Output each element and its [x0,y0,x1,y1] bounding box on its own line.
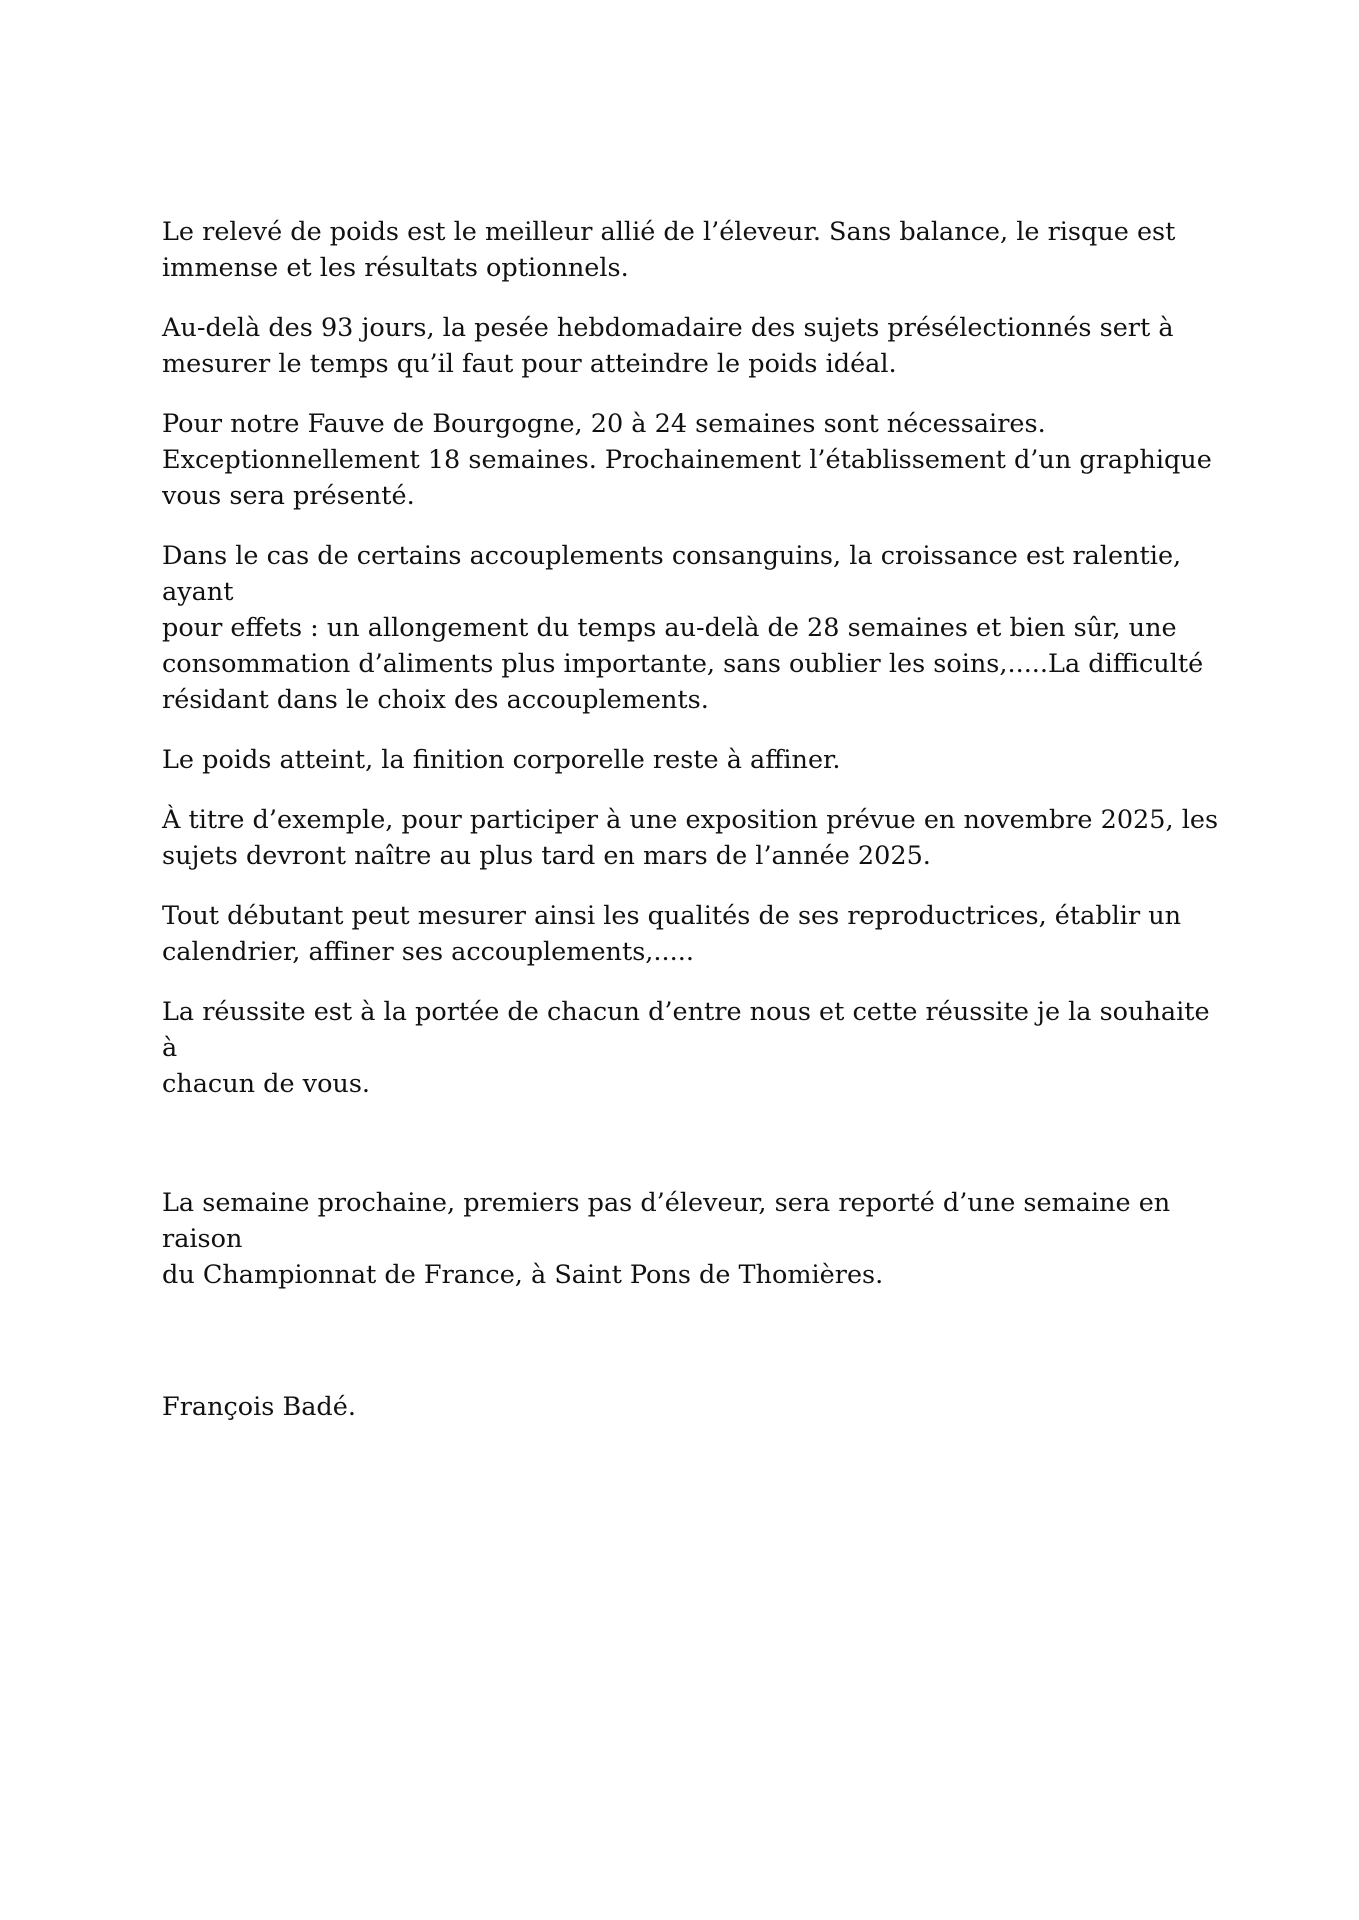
paragraph: Dans le cas de certains accouplements consanguins, la croissance est ralentie, ayant pour effets : un allongement du temps au-delà de 28 semaines et bien sûr, une consommation d’aliments plus importante, sans oublier les soins,.....La difficulté résidant dans le choix des accouplements. [162,541,1204,715]
signature: François Badé. [162,1392,356,1422]
spacer [162,1126,1222,1185]
paragraph: La réussite est à la portée de chacun d’entre nous et cette réussite je la souhaite à chacun de vous. [162,997,1210,1099]
paragraph: Le relevé de poids est le meilleur allié de l’éleveur. Sans balance, le risque est immense et les résultats optionnels. [162,217,1176,283]
paragraph: Au-delà des 93 jours, la pesée hebdomadaire des sujets présélectionnés sert à mesurer le temps qu’il faut pour atteindre le poids idéal. [162,313,1174,379]
paragraph: Tout débutant peut mesurer ainsi les qualités de ses reproductrices, établir un calendrier, affiner ses accouplements,..... [162,901,1182,967]
announcement-paragraph: La semaine prochaine, premiers pas d’éleveur, sera reporté d’une semaine en raison du Championnat de France, à Saint Pons de Thomières. [162,1188,1171,1290]
paragraph: Pour notre Fauve de Bourgogne, 20 à 24 semaines sont nécessaires. Exceptionnellement 18 semaines. Prochainement l’établissement d’un graphique vous sera présenté. [162,409,1212,511]
document-body [162,214,1222,1449]
paragraph: Le poids atteint, la finition corporelle reste à affiner. [162,745,841,775]
paragraph: À titre d’exemple, pour participer à une exposition prévue en novembre 2025, les sujets devront naître au plus tard en mars de l’année 2025. [162,805,1219,871]
spacer [162,1317,1222,1389]
